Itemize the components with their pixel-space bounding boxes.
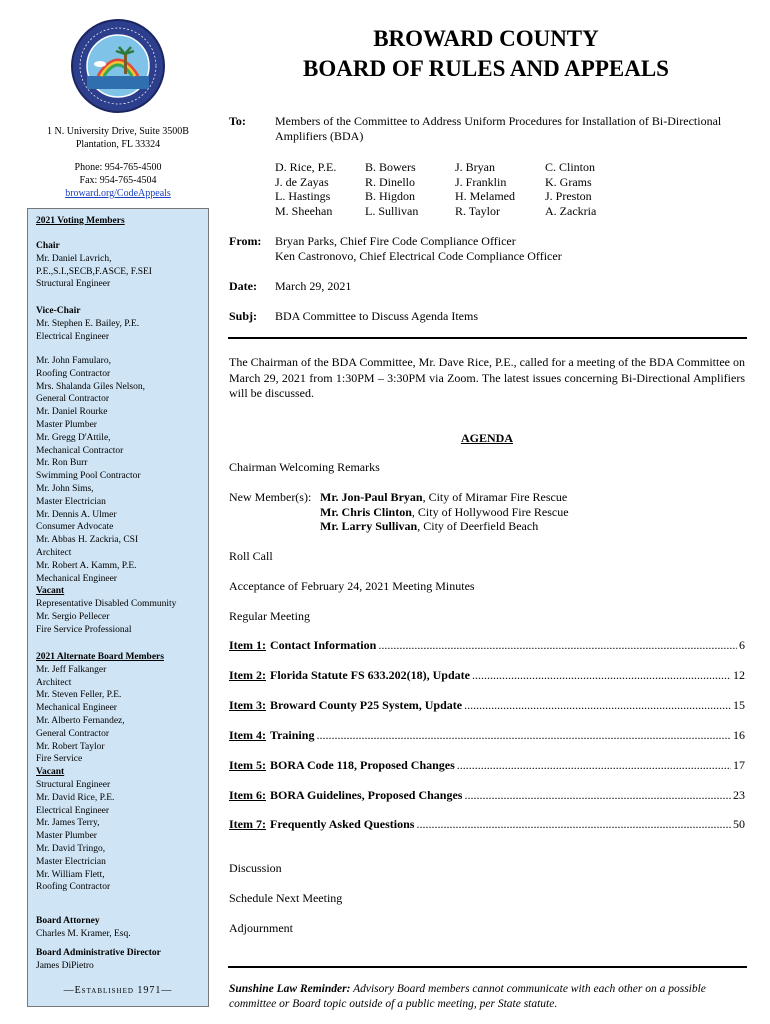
- list-item: Roofing Contractor: [36, 882, 111, 893]
- document-title-line2: BOARD OF RULES AND APPEALS: [303, 56, 669, 81]
- list-item: General Contractor: [36, 394, 110, 405]
- agenda-adjournment: Adjournment: [229, 921, 293, 935]
- list-item: Mr. Robert A. Kamm, P.E.: [36, 560, 137, 571]
- recipient-name: J. Bryan: [455, 160, 495, 174]
- list-item: Mr. Abbas H. Zackria, CSI: [36, 535, 139, 546]
- recipient-name: A. Zackria: [545, 203, 597, 218]
- to-label: To:: [229, 114, 246, 128]
- recipient-name: J. Franklin: [455, 174, 507, 189]
- date-label: Date:: [229, 279, 257, 293]
- vacant-seat-label: Vacant: [36, 767, 65, 778]
- to-text: Members of the Committee to Address Uniform Procedures for Installation of Bi-Directional Amplifiers (BDA): [275, 114, 722, 143]
- recipient-name: H. Melamed: [455, 189, 515, 203]
- list-item: Mechanical Engineer: [36, 573, 117, 584]
- from-label: From:: [229, 234, 262, 248]
- contact-info: [20, 161, 216, 200]
- agenda-item: Item 6: BORA Guidelines, Proposed Changes ..... 23: [229, 788, 745, 803]
- recipient-name: J. de Zayas: [275, 174, 329, 189]
- address-line1: 1 N. University Drive, Suite 3500B: [47, 126, 189, 137]
- list-item: Roofing Contractor: [36, 368, 111, 379]
- list-item: Mr. John Famularo,: [36, 356, 111, 366]
- vacant-seat-label: Vacant: [36, 586, 65, 597]
- date-text: March 29, 2021: [275, 279, 352, 293]
- agenda-item: Item 3: Broward County P25 System, Update ..... 15: [229, 698, 745, 713]
- list-item: Mr. Dennis A. Ulmer: [36, 509, 117, 520]
- footer-divider: [228, 966, 747, 968]
- recipient-name: C. Clinton: [545, 160, 596, 174]
- alternate-members-heading: 2021 Alternate Board Members: [36, 652, 164, 662]
- list-item: Mr. David Tringo,: [36, 843, 106, 854]
- recipient-name: K. Grams: [545, 174, 592, 189]
- list-item: Mr. Chris Clinton, City of Hollywood Fire Rescue: [320, 504, 569, 519]
- list-item: Mrs. Shalanda Giles Nelson,: [36, 381, 145, 392]
- list-item: Architect: [36, 547, 72, 558]
- list-item: Mr. Larry Sullivan, City of Deerfield Beach: [320, 519, 539, 533]
- sunshine-label: Sunshine Law Reminder:: [229, 983, 351, 995]
- list-item: Mr. Jon-Paul Bryan, City of Miramar Fire Rescue: [320, 490, 568, 504]
- chair-label: Chair: [36, 241, 60, 251]
- recipient-name: M. Sheehan: [275, 203, 333, 218]
- list-item: Consumer Advocate: [36, 522, 114, 533]
- agenda-item: Item 7: Frequently Asked Questions ..... 50: [229, 817, 745, 832]
- recipient-name: L. Sullivan: [365, 203, 419, 218]
- recipient-name: R. Dinello: [365, 174, 415, 189]
- agenda-item: Item 5: BORA Code 118, Proposed Changes ..... 17: [229, 758, 745, 773]
- list-item: Master Electrician: [36, 496, 106, 507]
- sunshine-law-reminder: [229, 982, 745, 1012]
- agenda-item: Item 1: Contact Information ..... 6: [229, 638, 745, 653]
- list-item: Master Electrician: [36, 856, 106, 867]
- recipient-name: B. Higdon: [365, 189, 416, 203]
- voting-members-list: [36, 355, 206, 637]
- agenda-schedule: Schedule Next Meeting: [229, 891, 343, 905]
- list-item: Architect: [36, 677, 72, 688]
- chair-role: Structural Engineer: [36, 279, 111, 290]
- header-divider: [228, 337, 747, 339]
- agenda-item: Item 4: Training ..... 16: [229, 728, 745, 743]
- list-item: Fire Service: [36, 754, 83, 765]
- document-title-line1: BROWARD COUNTY: [373, 26, 599, 51]
- website-link[interactable]: broward.org/CodeAppeals: [65, 188, 171, 199]
- from-text: [275, 234, 745, 263]
- list-item: Mechanical Engineer: [36, 703, 117, 714]
- list-item: Mr. Robert Taylor: [36, 741, 105, 752]
- intro-paragraph: The Chairman of the BDA Committee, Mr. Dave Rice, P.E., called for a meeting of the BDA Committee on March 29, 2021 from 1:30PM – 3:30PM via Zoom. The latest issues concerning Bi-Directional Amplifiers will be discussed.: [229, 355, 745, 400]
- list-item: Representative Disabled Community: [36, 599, 177, 610]
- list-item: Master Plumber: [36, 419, 97, 430]
- established-year: —Established 1971—: [63, 985, 173, 996]
- agenda-regular-meeting: Regular Meeting: [229, 609, 310, 623]
- board-members-sidebar: [27, 208, 209, 1007]
- recipient-name: D. Rice, P.E.: [275, 160, 337, 174]
- list-item: Mr. Steven Feller, P.E.: [36, 690, 122, 701]
- agenda-roll-call: Roll Call: [229, 549, 273, 563]
- attorney-name: Charles M. Kramer, Esq.: [36, 928, 131, 939]
- address-line2: Plantation, FL 33324: [75, 139, 161, 150]
- subject-label: Subj:: [229, 309, 258, 323]
- list-item: Structural Engineer: [36, 779, 111, 790]
- list-item: Mr. Sergio Pellecer: [36, 611, 110, 622]
- recipient-name: L. Hastings: [275, 189, 331, 203]
- from-line: Ken Castronovo, Chief Electrical Code Compliance Officer: [275, 248, 562, 263]
- office-address: [20, 125, 216, 151]
- recipient-name: B. Bowers: [365, 160, 416, 174]
- chair-name: Mr. Daniel Lavrich,: [36, 253, 112, 264]
- list-item: General Contractor: [36, 728, 110, 739]
- agenda-welcome: Chairman Welcoming Remarks: [229, 460, 380, 474]
- list-item: Mr. Alberto Fernandez,: [36, 715, 125, 726]
- vice-chair-name: Mr. Stephen E. Bailey, P.E.: [36, 318, 140, 329]
- director-name: James DiPietro: [36, 960, 94, 971]
- list-item: Mechanical Contractor: [36, 445, 124, 456]
- sunshine-text: Advisory Board members cannot communicate with each other on a possible committee or Board topic outside of a public meeting, per State statute.: [229, 983, 706, 1010]
- recipient-name: R. Taylor: [455, 203, 500, 218]
- list-item: Mr. James Terry,: [36, 818, 100, 829]
- list-item: Master Plumber: [36, 831, 97, 842]
- attorney-label: Board Attorney: [36, 916, 100, 926]
- recipient-list: [275, 160, 635, 218]
- list-item: Mr. John Sims,: [36, 483, 94, 494]
- list-item: Mr. Ron Burr: [36, 458, 88, 469]
- director-label: Board Administrative Director: [36, 948, 161, 958]
- list-item: Electrical Engineer: [36, 805, 110, 816]
- recipient-name: J. Preston: [545, 189, 592, 203]
- agenda-item: Item 2: Florida Statute FS 633.202(18), Update ..... 12: [229, 668, 745, 683]
- list-item: Swimming Pool Contractor: [36, 471, 141, 482]
- from-line: Bryan Parks, Chief Fire Code Compliance Officer: [275, 234, 516, 248]
- fax-number: Fax: 954-765-4504: [79, 175, 157, 186]
- county-seal-logo: [70, 18, 166, 114]
- new-members-list: [320, 490, 569, 534]
- list-item: Mr. Daniel Rourke: [36, 407, 108, 418]
- list-item: Mr. Jeff Falkanger: [36, 664, 107, 675]
- subject-text: BDA Committee to Discuss Agenda Items: [275, 309, 478, 323]
- list-item: Mr. David Rice, P.E.: [36, 792, 115, 803]
- vice-chair-role: Electrical Engineer: [36, 331, 110, 342]
- voting-members-heading: 2021 Voting Members: [36, 216, 125, 226]
- phone-number: Phone: 954-765-4500: [74, 162, 162, 173]
- alternate-members-list: [36, 651, 206, 894]
- new-members-label: New Member(s):: [229, 490, 312, 504]
- vice-chair-label: Vice-Chair: [36, 306, 81, 316]
- list-item: Fire Service Professional: [36, 624, 132, 635]
- agenda-discussion: Discussion: [229, 861, 282, 875]
- agenda-heading: AGENDA: [460, 431, 513, 445]
- list-item: Mr. William Flett,: [36, 869, 105, 880]
- list-item: Mr. Gregg D'Attile,: [36, 432, 111, 443]
- chair-credentials: P.E.,S.I.,SECB,F.ASCE, F.SEI: [36, 266, 152, 277]
- agenda-acceptance: Acceptance of February 24, 2021 Meeting Minutes: [229, 579, 475, 593]
